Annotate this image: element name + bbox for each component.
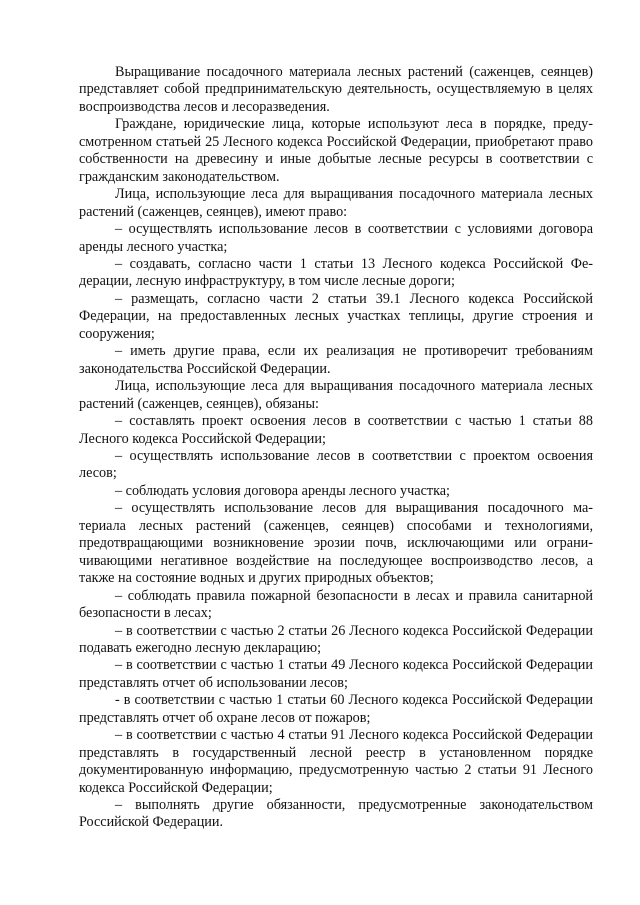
duties-list-item: - в соответствии с частью 1 статьи 60 Лесного кодекса Российской Федерации представлять отчет об охране лесов от пожаров; bbox=[79, 692, 593, 726]
rights-list-item: – создавать, согласно части 1 статьи 13 Лесного кодекса Российской Федерации, лесную инфраструктуру, в том числе лесные дороги; bbox=[79, 255, 593, 290]
duties-list-item: – выполнять другие обязанности, предусмотренные законодательством Российской Федерации. bbox=[79, 797, 593, 831]
duties-list-item: – осуществлять использование лесов в соответствии с проектом освоения лесов; bbox=[79, 447, 593, 482]
paragraph-rights-heading: Лица, использующие леса для выращивания посадочного материала лесных растений (саженцев, сеянцев), имеют право: bbox=[79, 186, 593, 220]
duties-list-item: – осуществлять использование лесов для выращивания посадочного материала лесных растений (саженцев, сеянцев) способами и технологиями, предотвращающими возникновение эрозии почв, исключающими или ограничивающими негативное воздействие на последующее воспроизводство лесов, а также на состояние водных и других природных объектов; bbox=[79, 500, 593, 587]
rights-list-item: – осуществлять использование лесов в соответствии с условиями договора аренды лесного участка; bbox=[79, 221, 593, 255]
paragraph-duties-heading: Лица, использующие леса для выращивания посадочного материала лесных растений (саженцев, сеянцев), обязаны: bbox=[79, 378, 593, 412]
duties-list-item: – соблюдать условия договора аренды лесного участка; bbox=[115, 482, 450, 499]
duties-list-item: – в соответствии с частью 4 статьи 91 Лесного кодекса Российской Федерации представлять в государственный лесной реестр в установленном порядке документированную информацию, предусмотренную частью 2 статьи 91 Лесного кодекса Российской Федерации; bbox=[79, 727, 593, 796]
duties-list-item: – в соответствии с частью 1 статьи 49 Лесного кодекса Российской Федерации представлять отчет об использовании лесов; bbox=[79, 657, 593, 691]
duties-list-item: – составлять проект освоения лесов в соответствии с частью 1 статьи 88 Лесного кодекса Российской Федерации; bbox=[79, 413, 593, 447]
rights-list-item: – иметь другие права, если их реализация не противоречит требованиям законодательства Российской Федерации. bbox=[79, 343, 593, 377]
paragraph-intro: Выращивание посадочного материала лесных растений (саженцев, сеянцев) представляет собой предпринимательскую деятельность, осуществляемую в целях воспроизводства лесов и лесоразведения. bbox=[79, 64, 593, 115]
paragraph-ownership: Граждане, юридические лица, которые используют леса в порядке, предусмотренном статьей 25 Лесного кодекса Российской Федерации, приобретают право собственности на древесину и иные добытые лесные ресурсы в соответствии с гражданским законодательством. bbox=[79, 116, 593, 185]
duties-list-item: – соблюдать правила пожарной безопасности в лесах и правила санитарной безопасности в лесах; bbox=[79, 587, 593, 622]
document-page bbox=[79, 64, 593, 832]
rights-list-item: – размещать, согласно части 2 статьи 39.1 Лесного кодекса Российской Федерации, на предоставленных лесных участках теплицы, другие строения и сооружения; bbox=[79, 290, 593, 342]
duties-list-item: – в соответствии с частью 2 статьи 26 Лесного кодекса Российской Федерации подавать ежегодно лесную декларацию; bbox=[79, 622, 593, 656]
